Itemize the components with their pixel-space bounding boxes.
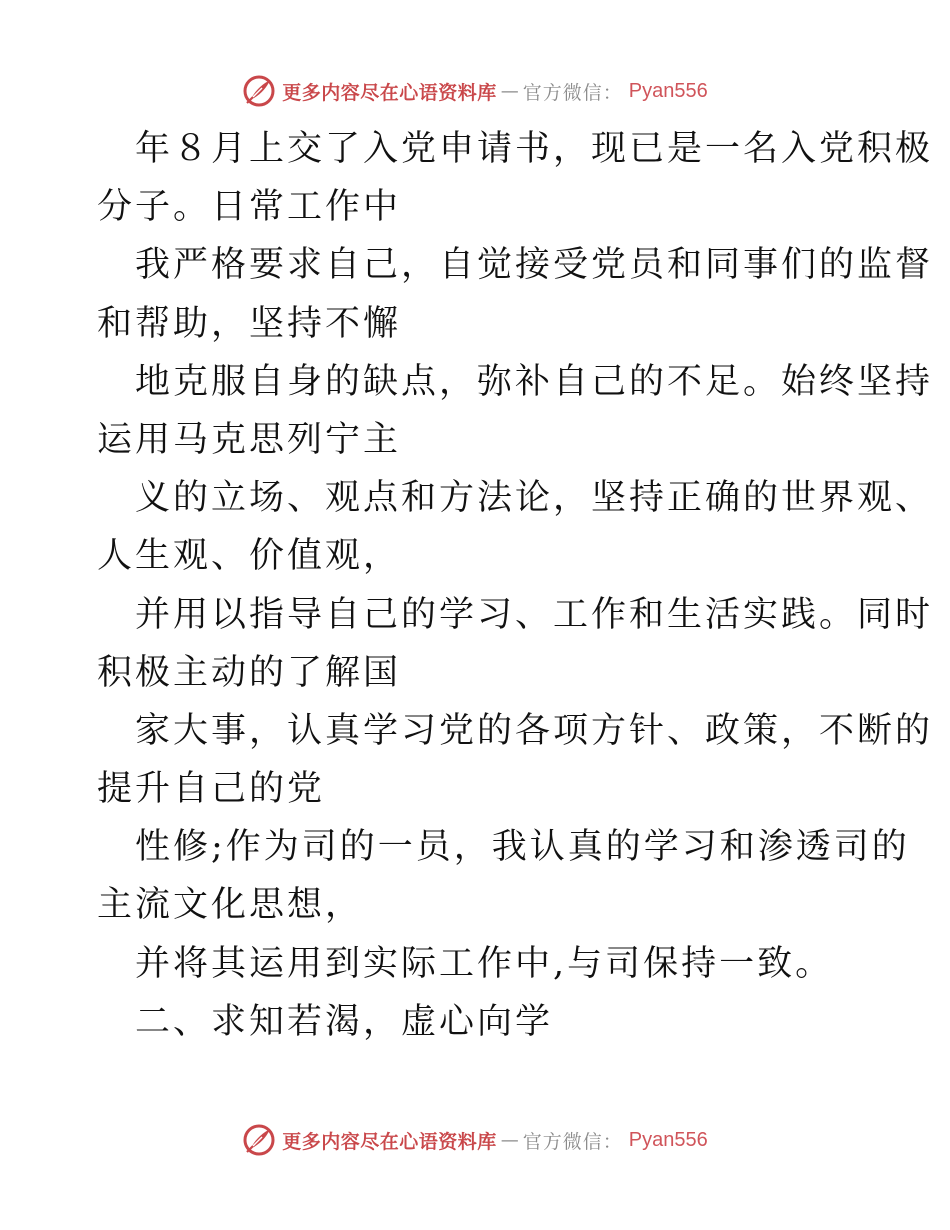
body-line: 地克服自身的缺点，弥补自己的不足。始终坚持 bbox=[135, 361, 934, 402]
body-line: 我严格要求自己，自觉接受党员和同事们的监督 bbox=[135, 245, 934, 286]
banner-dash: — bbox=[500, 80, 519, 102]
section-heading: 二、求知若渴，虚心向学 bbox=[135, 1001, 554, 1042]
banner-brand-text: 更多内容尽在心语资料库 bbox=[282, 1130, 497, 1153]
banner-wechat-account: Pyan556 bbox=[628, 79, 708, 102]
document-body bbox=[97, 120, 934, 1051]
body-line: 并用以指导自己的学习、工作和生活实践。同时 bbox=[135, 594, 934, 635]
feather-pen-logo-icon bbox=[242, 1123, 276, 1157]
body-line: 积极主动的了解国 bbox=[97, 652, 402, 693]
body-line: 运用马克思列宁主 bbox=[97, 419, 402, 460]
body-line: 主流文化思想， bbox=[97, 885, 364, 926]
body-line: 人生观、价值观， bbox=[97, 536, 402, 577]
body-line: 性修;作为司的一员，我认真的学习和渗透司的 bbox=[135, 827, 910, 868]
header-banner bbox=[0, 71, 950, 111]
body-line: 分子。日常工作中 bbox=[97, 187, 402, 228]
body-line: 家大事，认真学习党的各项方针、政策，不断的 bbox=[135, 710, 934, 751]
banner-wechat-label: 官方微信： bbox=[522, 81, 623, 104]
banner-wechat-account: Pyan556 bbox=[628, 1128, 708, 1151]
body-line: 和帮助，坚持不懈 bbox=[97, 303, 402, 344]
body-line: 并将其运用到实际工作中,与司保持一致。 bbox=[135, 943, 834, 984]
body-line: 年８月上交了入党申请书，现已是一名入党积极 bbox=[135, 129, 934, 169]
body-line: 提升自己的党 bbox=[97, 769, 326, 810]
banner-brand-text: 更多内容尽在心语资料库 bbox=[282, 81, 497, 104]
banner-wechat-label: 官方微信： bbox=[522, 1130, 623, 1153]
banner-dash: — bbox=[500, 1129, 519, 1151]
feather-pen-logo-icon bbox=[242, 74, 276, 108]
body-line: 义的立场、观点和方法论，坚持正确的世界观、 bbox=[135, 478, 934, 519]
footer-banner bbox=[0, 1120, 950, 1160]
